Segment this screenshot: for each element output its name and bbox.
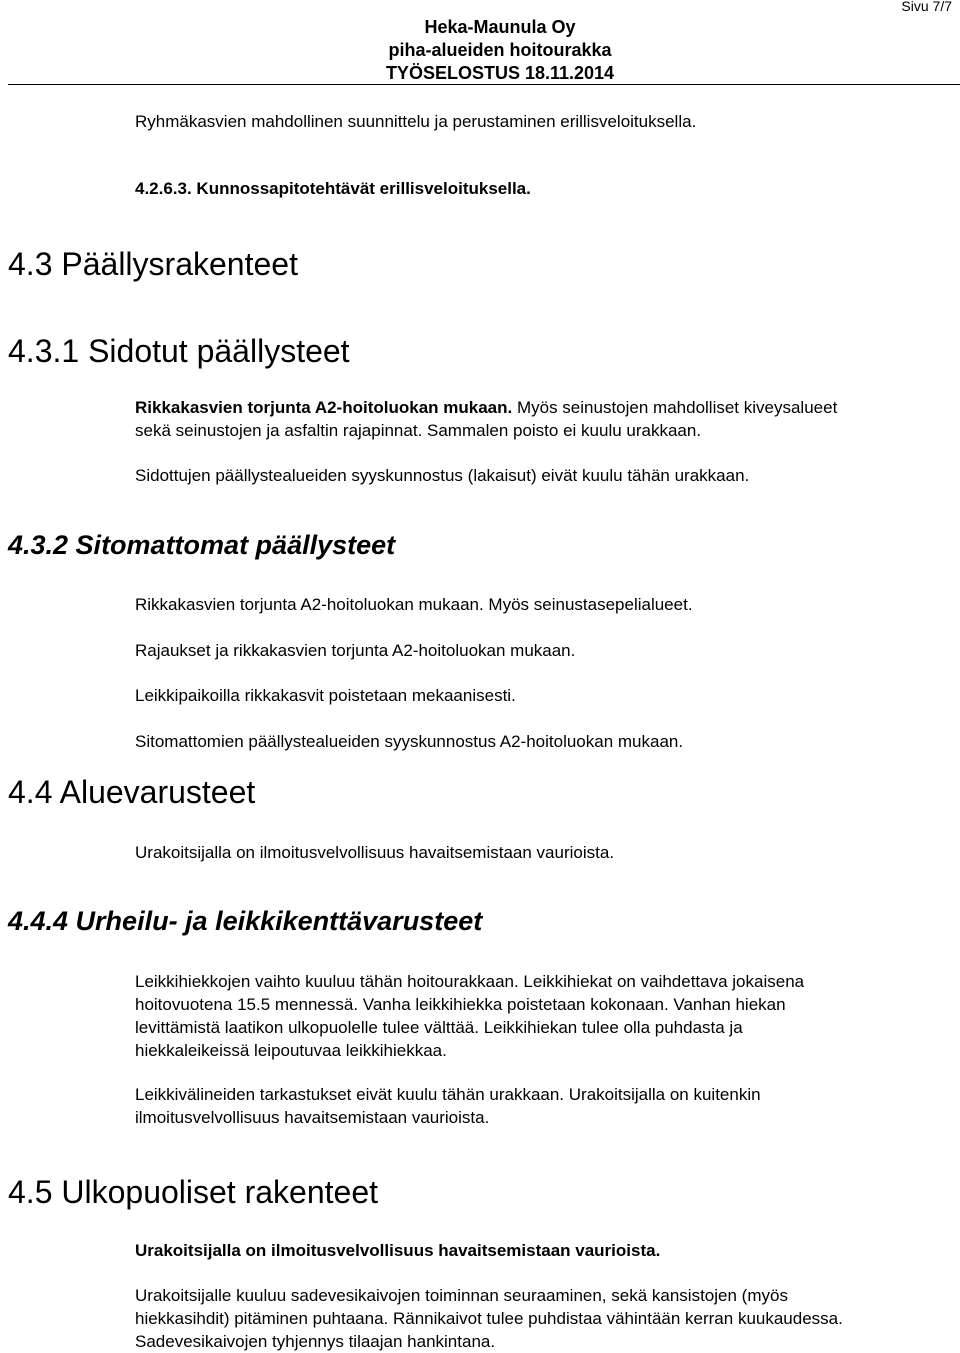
- s431-line-2: sekä seinustojen ja asfaltin rajapinnat. Sammalen poisto ei kuulu urakkaan.: [135, 421, 702, 440]
- s431-line-3: Sidottujen päällystealueiden syyskunnostus (lakaisut) eivät kuulu tähän urakkaan.: [135, 466, 750, 485]
- paragraph-line: Leikkivälineiden tarkastukset eivät kuulu tähän urakkaan. Urakoitsijalla on kuitenkin: [135, 1085, 761, 1104]
- paragraph-line: levittämistä laatikon ulkopuolelle tulee välttää. Leikkihiekan tulee olla puhdasta ja: [135, 1018, 743, 1037]
- heading-4-4-4: 4.4.4 Urheilu- ja leikkikenttävarusteet: [8, 906, 483, 936]
- heading-4-3-2: 4.3.2 Sitomattomat päällysteet: [8, 530, 396, 560]
- heading-4-3-1: 4.3.1 Sidotut päällysteet: [8, 333, 350, 369]
- s431-line-1: [135, 396, 837, 419]
- paragraph-line: Urakoitsijalle kuuluu sadevesikaivojen toiminnan seuraaminen, sekä kansistojen (myös: [135, 1286, 788, 1305]
- s432-line-1: Rikkakasvien torjunta A2-hoitoluokan mukaan. Myös seinustasepelialueet.: [135, 595, 693, 614]
- header-subtitle: piha-alueiden hoitourakka: [388, 40, 612, 60]
- s432-line-4: Sitomattomien päällystealueiden syyskunnostus A2-hoitoluokan mukaan.: [135, 732, 684, 751]
- s44-line: Urakoitsijalla on ilmoitusvelvollisuus havaitsemistaan vaurioista.: [135, 843, 615, 862]
- s431-line-1-bold: Rikkakasvien torjunta A2-hoitoluokan mukaan.: [135, 398, 513, 417]
- s432-line-2: Rajaukset ja rikkakasvien torjunta A2-hoitoluokan mukaan.: [135, 641, 576, 660]
- paragraph-line: hoitovuotena 15.5 mennessä. Vanha leikkihiekka poistetaan kokonaan. Vanhan hiekan: [135, 995, 786, 1014]
- page-number: Sivu 7/7: [901, 0, 952, 14]
- intro-item: 4.2.6.3. Kunnossapitotehtävät erillisveloituksella.: [135, 179, 531, 198]
- paragraph-line: ilmoitusvelvollisuus havaitsemistaan vaurioista.: [135, 1108, 490, 1127]
- s45-paragraph: [135, 1284, 843, 1353]
- heading-4-3: 4.3 Päällysrakenteet: [8, 246, 298, 282]
- heading-4-4: 4.4 Aluevarusteet: [8, 774, 256, 810]
- header-document: TYÖSELOSTUS 18.11.2014: [385, 63, 615, 83]
- intro-line: Ryhmäkasvien mahdollinen suunnittelu ja perustaminen erillisveloituksella.: [135, 112, 697, 131]
- paragraph-line: Leikkihiekkojen vaihto kuuluu tähän hoitourakkaan. Leikkihiekat on vaihdettava jokaisena: [135, 972, 805, 991]
- paragraph-line: hiekkaleikeissä leipoutuvaa leikkihiekkaa.: [135, 1041, 447, 1060]
- paragraph-line: Sadevesikaivojen tyhjennys tilaajan hankintana.: [135, 1332, 496, 1351]
- heading-4-5: 4.5 Ulkopuoliset rakenteet: [8, 1174, 378, 1210]
- paragraph-line: hiekkasihdit) pitäminen puhtaana. Rännikaivot tulee puhdistaa vähintään kerran kuukaudessa.: [135, 1309, 843, 1328]
- header-company: Heka-Maunula Oy: [424, 17, 576, 37]
- s432-line-3: Leikkipaikoilla rikkakasvit poistetaan mekaanisesti.: [135, 686, 516, 705]
- s45-bold-line: Urakoitsijalla on ilmoitusvelvollisuus havaitsemistaan vaurioista.: [135, 1241, 661, 1260]
- s444-paragraph-2: [135, 1083, 761, 1129]
- s431-line-1-rest: Myös seinustojen mahdolliset kiveysalueet: [512, 398, 838, 417]
- s444-paragraph-1: [135, 970, 804, 1062]
- header-divider: [8, 84, 960, 85]
